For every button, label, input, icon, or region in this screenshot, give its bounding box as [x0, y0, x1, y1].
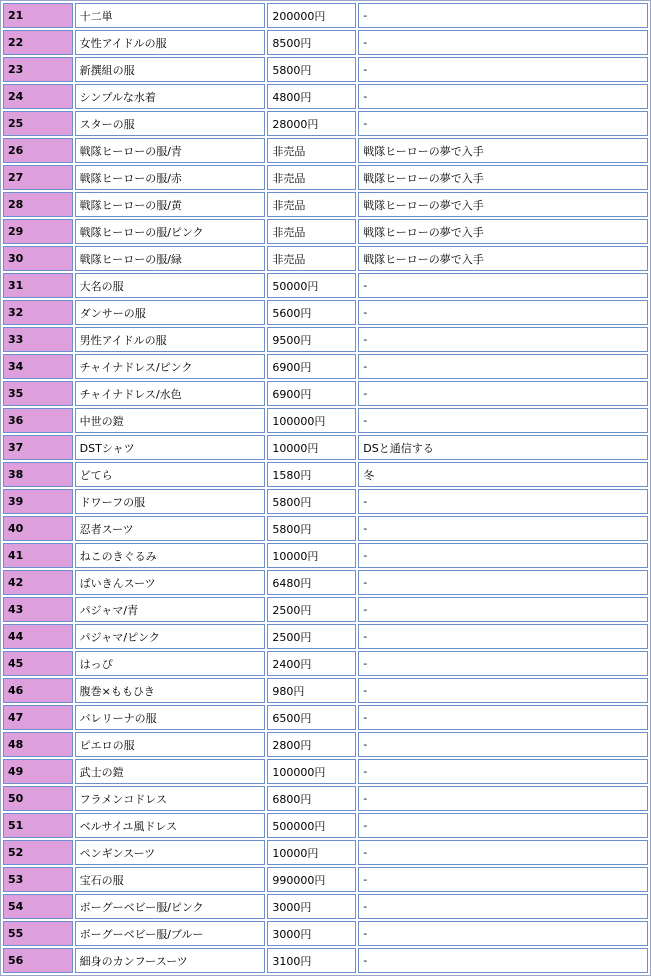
costume-name: ベルサイユ風ドレス: [75, 813, 266, 838]
costume-name: 武士の鎧: [75, 759, 266, 784]
costume-name: シンプルな水着: [75, 84, 266, 109]
row-number: 54: [3, 894, 73, 919]
costume-price: 10000円: [267, 435, 356, 460]
row-number: 35: [3, 381, 73, 406]
table-row: [3, 705, 648, 730]
row-number: 40: [3, 516, 73, 541]
row-number: 49: [3, 759, 73, 784]
costume-price: 500000円: [267, 813, 356, 838]
costume-note: -: [358, 300, 648, 325]
row-number: 27: [3, 165, 73, 190]
table-row: [3, 354, 648, 379]
costume-name: 戦隊ヒーローの服/緑: [75, 246, 266, 271]
table-row: [3, 894, 648, 919]
costume-price: 10000円: [267, 840, 356, 865]
costume-name: 戦隊ヒーローの服/黄: [75, 192, 266, 217]
costume-name: 宝石の服: [75, 867, 266, 892]
costume-name: パジャマ/ピンク: [75, 624, 266, 649]
costume-note: -: [358, 813, 648, 838]
costume-price: 5800円: [267, 489, 356, 514]
table-row: [3, 219, 648, 244]
table-row: [3, 111, 648, 136]
costume-name: 腹巻×ももひき: [75, 678, 266, 703]
costume-price: 2400円: [267, 651, 356, 676]
costume-name: 中世の鎧: [75, 408, 266, 433]
row-number: 48: [3, 732, 73, 757]
costume-note: -: [358, 30, 648, 55]
row-number: 28: [3, 192, 73, 217]
table-row: [3, 138, 648, 163]
costume-note: -: [358, 489, 648, 514]
costume-price: 3100円: [267, 948, 356, 973]
table-row: [3, 759, 648, 784]
costume-price: 非売品: [267, 165, 356, 190]
costume-name: はっぴ: [75, 651, 266, 676]
costume-price: 990000円: [267, 867, 356, 892]
row-number: 56: [3, 948, 73, 973]
costume-price: 2500円: [267, 624, 356, 649]
row-number: 26: [3, 138, 73, 163]
costume-price: 6900円: [267, 354, 356, 379]
row-number: 51: [3, 813, 73, 838]
row-number: 46: [3, 678, 73, 703]
costume-name: DSTシャツ: [75, 435, 266, 460]
costume-price: 2500円: [267, 597, 356, 622]
costume-name: ピエロの服: [75, 732, 266, 757]
costume-note: -: [358, 921, 648, 946]
costume-price: 1580円: [267, 462, 356, 487]
costume-note: -: [358, 651, 648, 676]
row-number: 42: [3, 570, 73, 595]
table-row: [3, 300, 648, 325]
costume-note: 戦隊ヒーローの夢で入手: [358, 219, 648, 244]
costume-price: 非売品: [267, 246, 356, 271]
costume-note: -: [358, 543, 648, 568]
row-number: 53: [3, 867, 73, 892]
table-row: [3, 327, 648, 352]
table-row: [3, 273, 648, 298]
costume-note: 冬: [358, 462, 648, 487]
costume-price: 5800円: [267, 57, 356, 82]
costume-price: 28000円: [267, 111, 356, 136]
costume-note: -: [358, 570, 648, 595]
costume-price: 6900円: [267, 381, 356, 406]
costume-note: 戦隊ヒーローの夢で入手: [358, 246, 648, 271]
table-row: [3, 921, 648, 946]
costume-name: ねこのきぐるみ: [75, 543, 266, 568]
row-number: 44: [3, 624, 73, 649]
table-row: [3, 948, 648, 973]
row-number: 31: [3, 273, 73, 298]
row-number: 32: [3, 300, 73, 325]
costume-name: 女性アイドルの服: [75, 30, 266, 55]
costume-table-body: [3, 3, 648, 973]
table-row: [3, 3, 648, 28]
row-number: 25: [3, 111, 73, 136]
costume-note: 戦隊ヒーローの夢で入手: [358, 192, 648, 217]
costume-price: 50000円: [267, 273, 356, 298]
table-row: [3, 678, 648, 703]
costume-note: -: [358, 516, 648, 541]
table-row: [3, 192, 648, 217]
costume-name: フラメンコドレス: [75, 786, 266, 811]
costume-note: DSと通信する: [358, 435, 648, 460]
costume-note: -: [358, 408, 648, 433]
costume-name: 大名の服: [75, 273, 266, 298]
row-number: 33: [3, 327, 73, 352]
costume-name: ドワーフの服: [75, 489, 266, 514]
costume-price: 100000円: [267, 759, 356, 784]
costume-note: -: [358, 354, 648, 379]
costume-note: -: [358, 3, 648, 28]
costume-note: -: [358, 732, 648, 757]
costume-name: 戦隊ヒーローの服/赤: [75, 165, 266, 190]
table-row: [3, 597, 648, 622]
row-number: 21: [3, 3, 73, 28]
costume-name: 男性アイドルの服: [75, 327, 266, 352]
costume-name: 忍者スーツ: [75, 516, 266, 541]
costume-note: -: [358, 786, 648, 811]
row-number: 45: [3, 651, 73, 676]
costume-note: -: [358, 840, 648, 865]
costume-note: -: [358, 705, 648, 730]
costume-name: スターの服: [75, 111, 266, 136]
table-row: [3, 570, 648, 595]
row-number: 34: [3, 354, 73, 379]
table-row: [3, 57, 648, 82]
costume-name: ボーグーベビー服/ピンク: [75, 894, 266, 919]
table-row: [3, 786, 648, 811]
costume-note: -: [358, 678, 648, 703]
row-number: 29: [3, 219, 73, 244]
costume-name: パジャマ/青: [75, 597, 266, 622]
costume-note: -: [358, 57, 648, 82]
costume-name: 十二単: [75, 3, 266, 28]
costume-name: 細身のカンフースーツ: [75, 948, 266, 973]
costume-note: -: [358, 624, 648, 649]
costume-name: 新撰組の服: [75, 57, 266, 82]
costume-note: 戦隊ヒーローの夢で入手: [358, 138, 648, 163]
costume-note: -: [358, 273, 648, 298]
row-number: 22: [3, 30, 73, 55]
row-number: 23: [3, 57, 73, 82]
table-row: [3, 867, 648, 892]
costume-name: ボーグーベビー服/ブルー: [75, 921, 266, 946]
table-row: [3, 624, 648, 649]
costume-name: チャイナドレス/ピンク: [75, 354, 266, 379]
costume-price: 6480円: [267, 570, 356, 595]
row-number: 50: [3, 786, 73, 811]
table-row: [3, 516, 648, 541]
costume-price: 10000円: [267, 543, 356, 568]
costume-price: 200000円: [267, 3, 356, 28]
costume-price: 5800円: [267, 516, 356, 541]
costume-price: 100000円: [267, 408, 356, 433]
costume-price: 6500円: [267, 705, 356, 730]
costume-price: 2800円: [267, 732, 356, 757]
costume-note: -: [358, 759, 648, 784]
row-number: 36: [3, 408, 73, 433]
row-number: 38: [3, 462, 73, 487]
row-number: 41: [3, 543, 73, 568]
costume-name: バレリーナの服: [75, 705, 266, 730]
costume-note: -: [358, 948, 648, 973]
costume-note: -: [358, 111, 648, 136]
costume-note: -: [358, 894, 648, 919]
table-row: [3, 84, 648, 109]
costume-note: -: [358, 381, 648, 406]
row-number: 55: [3, 921, 73, 946]
costume-price: 非売品: [267, 219, 356, 244]
table-row: [3, 813, 648, 838]
table-row: [3, 30, 648, 55]
table-row: [3, 489, 648, 514]
costume-price: 非売品: [267, 192, 356, 217]
costume-price: 9500円: [267, 327, 356, 352]
costume-price: 非売品: [267, 138, 356, 163]
costume-price: 3000円: [267, 894, 356, 919]
table-row: [3, 408, 648, 433]
table-row: [3, 381, 648, 406]
costume-price: 5600円: [267, 300, 356, 325]
table-row: [3, 435, 648, 460]
costume-name: ぱいきんスーツ: [75, 570, 266, 595]
costume-price: 980円: [267, 678, 356, 703]
costume-note: -: [358, 327, 648, 352]
row-number: 39: [3, 489, 73, 514]
table-row: [3, 732, 648, 757]
costume-price: 8500円: [267, 30, 356, 55]
table-row: [3, 651, 648, 676]
table-row: [3, 462, 648, 487]
costume-price: 3000円: [267, 921, 356, 946]
costume-note: -: [358, 867, 648, 892]
table-row: [3, 543, 648, 568]
row-number: 24: [3, 84, 73, 109]
costume-note: 戦隊ヒーローの夢で入手: [358, 165, 648, 190]
costume-name: 戦隊ヒーローの服/青: [75, 138, 266, 163]
table-row: [3, 246, 648, 271]
costume-note: -: [358, 597, 648, 622]
row-number: 52: [3, 840, 73, 865]
costume-name: ダンサーの服: [75, 300, 266, 325]
costume-name: チャイナドレス/水色: [75, 381, 266, 406]
costume-name: どてら: [75, 462, 266, 487]
row-number: 37: [3, 435, 73, 460]
row-number: 47: [3, 705, 73, 730]
row-number: 30: [3, 246, 73, 271]
costume-note: -: [358, 84, 648, 109]
costume-name: ペンギンスーツ: [75, 840, 266, 865]
table-row: [3, 840, 648, 865]
costume-price: 4800円: [267, 84, 356, 109]
costume-name: 戦隊ヒーローの服/ピンク: [75, 219, 266, 244]
row-number: 43: [3, 597, 73, 622]
costume-price: 6800円: [267, 786, 356, 811]
table-row: [3, 165, 648, 190]
